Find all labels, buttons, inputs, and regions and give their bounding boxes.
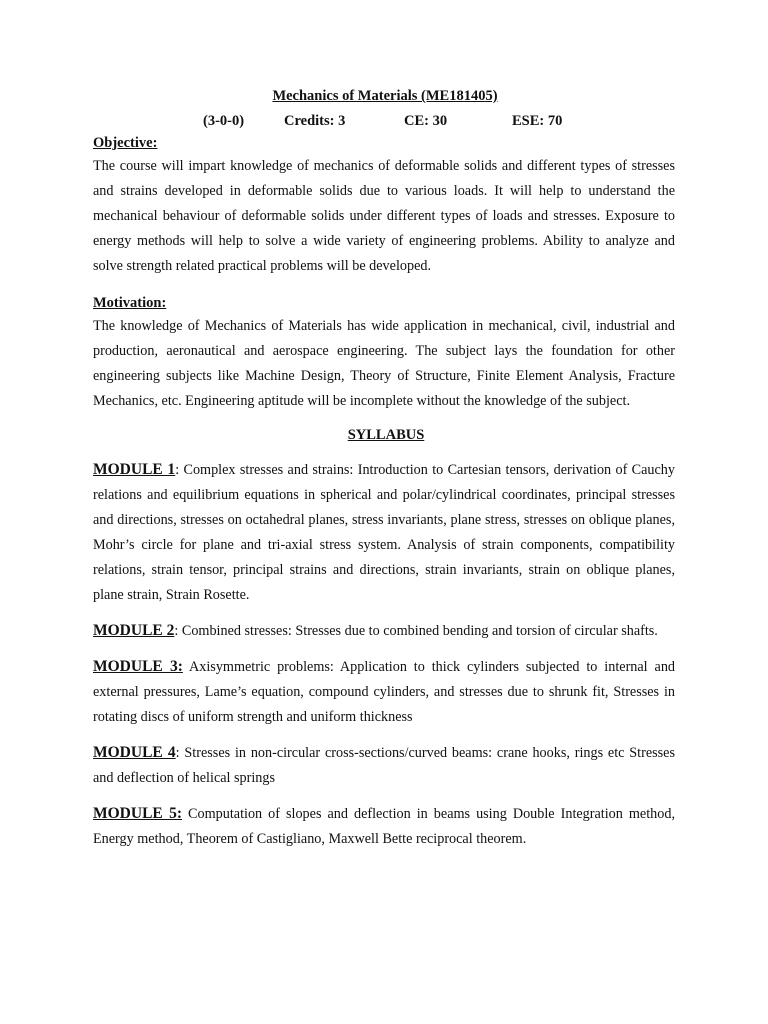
module-4-text: Stresses in non-circular cross-sections/curved beams: crane hooks, rings etc Stresses and deflection of helical springs	[93, 745, 675, 786]
module-5-text: Computation of slopes and deflection in beams using Double Integration method, Energy method, Theorem of Castigliano, Maxwell Bette reciprocal theorem.	[93, 806, 675, 847]
motivation-heading: Motivation:	[93, 295, 167, 311]
module-1	[93, 457, 675, 608]
course-ese: ESE: 70	[512, 113, 563, 129]
module-4-label: MODULE 4	[93, 744, 176, 761]
module-4	[93, 740, 675, 791]
objective-text: The course will impart knowledge of mechanics of deformable solids and different types of stresses and strains developed in deformable solids due to various loads. It will help to understand the mechanical behaviour of deformable solids under different types of loads and stresses. Exposure to energy methods will help to solve a wide variety of engineering problems. Ability to analyze and solve strength related practical problems will be developed.	[93, 158, 675, 274]
document-page	[93, 86, 675, 852]
course-ce: CE: 30	[404, 113, 448, 129]
module-2-label: MODULE 2	[93, 622, 175, 639]
module-3-text: Axisymmetric problems: Application to thick cylinders subjected to internal and external pressures, Lame’s equation, compound cylinders, and stresses due to shrunk fit, Stresses in rotating discs of uniform strength and uniform thickness	[93, 659, 676, 725]
syllabus-heading: SYLLABUS	[347, 427, 425, 443]
module-4-separator: :	[175, 745, 185, 761]
module-1-label: MODULE 1	[93, 461, 176, 478]
module-5	[93, 801, 675, 852]
module-5-label: MODULE 5:	[93, 805, 183, 822]
course-credits: Credits: 3	[284, 113, 346, 129]
module-2	[93, 618, 675, 644]
module-3	[93, 654, 675, 730]
module-1-text: Complex stresses and strains: Introduction to Cartesian tensors, derivation of Cauchy relations and equilibrium equations in spherical and polar/cylindrical coordinates, principal stresses and directions, stresses on octahedral planes, stress invariants, plane stress, stresses on oblique planes, Mohr’s circle for plane and tri-axial stress system. Analysis of strain components, compatibility relations, strain tensor, principal strains and directions, strain invariants, strain on oblique planes, plane strain, Strain Rosette.	[93, 462, 675, 603]
course-meta-row	[93, 110, 675, 132]
module-2-separator: :	[174, 623, 182, 639]
objective-heading: Objective:	[93, 135, 158, 151]
course-title: Mechanics of Materials (ME181405)	[272, 88, 498, 104]
course-ltp: (3-0-0)	[203, 113, 245, 129]
module-2-text: Combined stresses: Stresses due to combined bending and torsion of circular shafts.	[181, 623, 658, 639]
module-1-separator: :	[175, 462, 184, 478]
module-3-label: MODULE 3:	[93, 658, 183, 675]
motivation-text: The knowledge of Mechanics of Materials has wide application in mechanical, civil, industrial and production, aeronautical and aerospace engineering. The subject lays the foundation for other engineering subjects like Machine Design, Theory of Structure, Finite Element Analysis, Fracture Mechanics, etc. Engineering aptitude will be incomplete without the knowledge of the subject.	[93, 318, 675, 409]
